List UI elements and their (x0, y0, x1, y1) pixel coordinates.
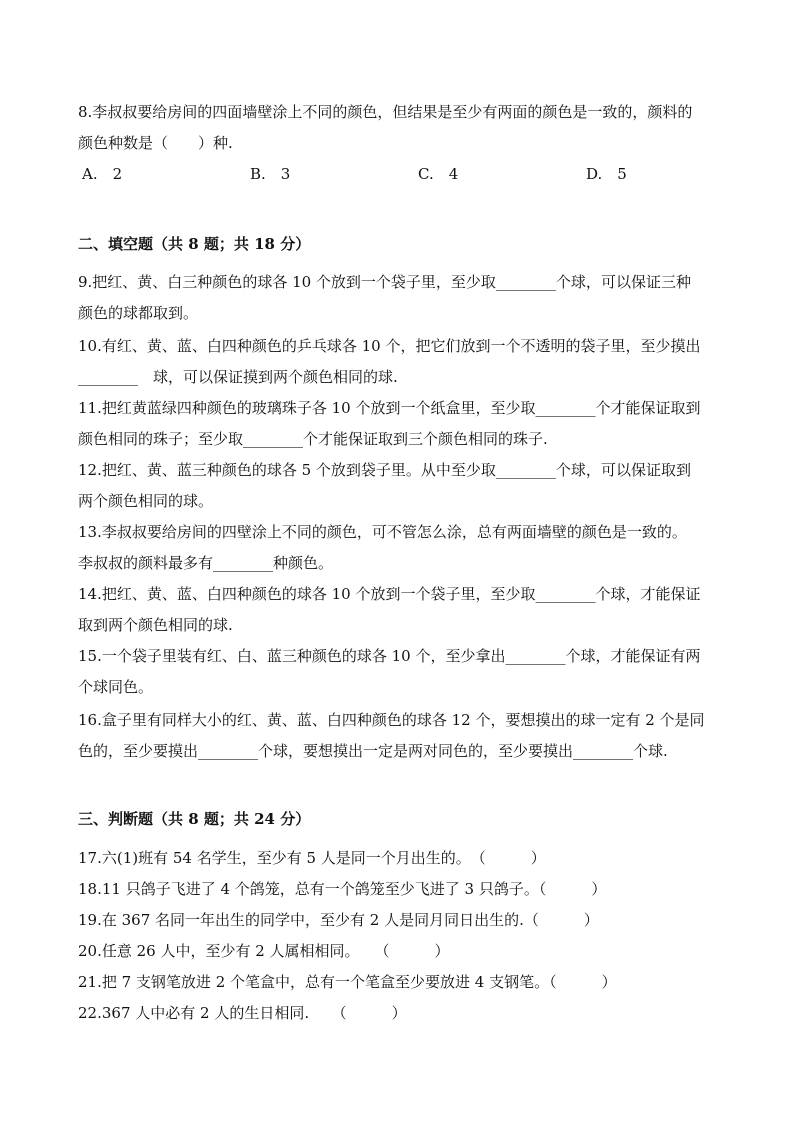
s3-line: 21.把 7 支钢笔放进 2 个笔盒中，总有一个笔盒至少要放进 4 支钢笔。（ ） (78, 973, 617, 991)
section-2-heading: 二、填空题（共 8 题；共 18 分） (78, 235, 311, 253)
s3-line: 20.任意 26 人中，至少有 2 人属相相同。 （ ） (78, 942, 450, 960)
s2-line: 11.把红黄蓝绿四种颜色的玻璃珠子各 10 个放到一个纸盒里，至少取________个才能保证取到 (78, 399, 701, 417)
s2-line: 10.有红、黄、蓝、白四种颜色的乒乓球各 10 个，把它们放到一个不透明的袋子里，至少摸出 (78, 337, 701, 355)
s2-line: 颜色相同的珠子；至少取________个才能保证取到三个颜色相同的珠子. (78, 430, 548, 448)
q8-option-a: A. 2 (82, 165, 123, 183)
q8-option-d: D. 5 (586, 165, 627, 183)
s3-line: 19.在 367 名同一年出生的同学中，至少有 2 人是同月同日出生的.（ ） (78, 911, 599, 929)
s2-line: 9.把红、黄、白三种颜色的球各 10 个放到一个袋子里，至少取________个球，可以保证三种 (78, 273, 691, 291)
section-3-heading: 三、判断题（共 8 题；共 24 分） (78, 810, 311, 828)
s2-line: 两个颜色相同的球。 (78, 492, 214, 510)
s2-line: 13.李叔叔要给房间的四壁涂上不同的颜色，可不管怎么涂，总有两面墙壁的颜色是一致的。 (78, 523, 687, 541)
s3-line: 17.六(1)班有 54 名学生，至少有 5 人是同一个月出生的。 （ ） (78, 849, 546, 867)
s2-line: 颜色的球都取到。 (78, 304, 199, 322)
q8-option-c: C. 4 (418, 165, 459, 183)
s2-line: 李叔叔的颜料最多有________种颜色。 (78, 554, 334, 572)
q8-line-2: 颜色种数是（ ）种. (78, 134, 233, 152)
s2-line: 15.一个袋子里装有红、白、蓝三种颜色的球各 10 个，至少拿出________个球，才能保证有两 (78, 647, 701, 665)
s2-line: 12.把红、黄、蓝三种颜色的球各 5 个放到袋子里。从中至少取________个球，可以保证取到 (78, 461, 691, 479)
s3-line: 18.11 只鸽子飞进了 4 个鸽笼，总有一个鸽笼至少飞进了 3 只鸽子。（ ） (78, 880, 607, 898)
s2-line: 取到两个颜色相同的球. (78, 616, 233, 634)
s2-line: 14.把红、黄、蓝、白四种颜色的球各 10 个放到一个袋子里，至少取________个球，才能保证 (78, 585, 701, 603)
s3-line: 22.367 人中必有 2 人的生日相同. （ ） (78, 1004, 407, 1022)
s2-line: ________ 球，可以保证摸到两个颜色相同的球. (78, 368, 398, 386)
s2-line: 个球同色。 (78, 678, 154, 696)
q8-line-1: 8.李叔叔要给房间的四面墙壁涂上不同的颜色，但结果是至少有两面的颜色是一致的，颜料的 (78, 103, 693, 121)
s2-line: 16.盒子里有同样大小的红、黄、蓝、白四种颜色的球各 12 个，要想摸出的球一定有 2 个是同 (78, 711, 705, 729)
s2-line: 色的，至少要摸出________个球，要想摸出一定是两对同色的，至少要摸出________个球. (78, 742, 668, 760)
q8-option-b: B. 3 (250, 165, 291, 183)
